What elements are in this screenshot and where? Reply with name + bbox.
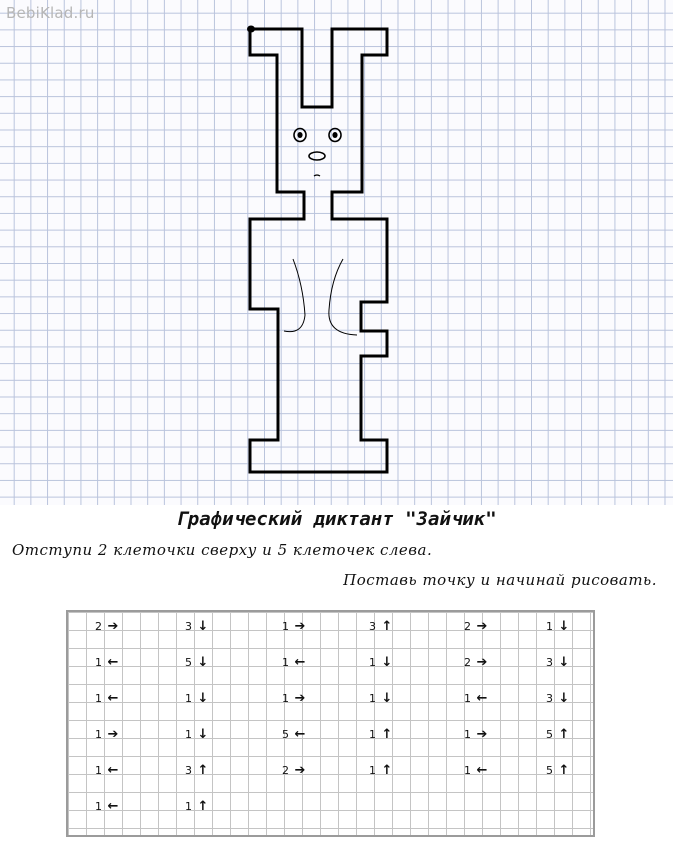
step-count: 3 [546, 691, 553, 705]
arrow-left-icon: ← [294, 726, 306, 742]
dictation-step [535, 761, 595, 779]
dictation-step [174, 761, 234, 779]
arrow-right-icon: ➔ [476, 654, 488, 670]
dictation-step [174, 689, 234, 707]
page-title: Графический диктант "Зайчик" [176, 508, 497, 530]
arrow-left-icon: ← [294, 654, 306, 670]
step-count: 5 [185, 655, 192, 669]
arrow-left-icon: ← [107, 690, 119, 706]
step-count: 1 [369, 691, 376, 705]
right-paw [329, 259, 357, 335]
dictation-step [271, 761, 331, 779]
dictation-step [535, 617, 595, 635]
step-count: 2 [464, 655, 471, 669]
step-count: 1 [185, 799, 192, 813]
dictation-step [453, 653, 513, 671]
dictation-step [358, 761, 418, 779]
dictation-step [174, 617, 234, 635]
dictation-step [84, 761, 144, 779]
step-count: 1 [95, 655, 102, 669]
arrow-up-icon: ↑ [381, 618, 393, 634]
dictation-step [271, 689, 331, 707]
arrow-right-icon: ➔ [476, 726, 488, 742]
arrow-down-icon: ↓ [558, 654, 570, 670]
arrow-up-icon: ↑ [381, 762, 393, 778]
step-count: 3 [185, 763, 192, 777]
step-count: 2 [464, 619, 471, 633]
arrow-down-icon: ↓ [558, 618, 570, 634]
arrow-down-icon: ↓ [558, 690, 570, 706]
arrow-right-icon: ➔ [294, 690, 306, 706]
arrow-down-icon: ↓ [381, 690, 393, 706]
step-count: 1 [464, 763, 471, 777]
arrow-right-icon: ➔ [294, 762, 306, 778]
dictation-step [271, 725, 331, 743]
step-count: 3 [185, 619, 192, 633]
arrow-left-icon: ← [107, 654, 119, 670]
arrow-down-icon: ↓ [197, 690, 209, 706]
arrow-left-icon: ← [476, 762, 488, 778]
watermark: BebiKlad.ru [6, 4, 95, 22]
step-count: 3 [546, 655, 553, 669]
arrow-down-icon: ↓ [197, 726, 209, 742]
step-count: 1 [369, 655, 376, 669]
dictation-step [535, 653, 595, 671]
nose [309, 152, 325, 160]
arrow-down-icon: ↓ [381, 654, 393, 670]
dictation-step [358, 725, 418, 743]
arrow-right-icon: ➔ [107, 726, 119, 742]
dictation-step [535, 689, 595, 707]
arrow-up-icon: ↑ [558, 762, 570, 778]
dictation-step [453, 725, 513, 743]
step-count: 1 [369, 727, 376, 741]
step-count: 1 [95, 763, 102, 777]
dictation-step [358, 653, 418, 671]
dictation-step [453, 617, 513, 635]
step-count: 2 [282, 763, 289, 777]
dictation-step [453, 689, 513, 707]
step-count: 5 [546, 763, 553, 777]
dictation-step [84, 689, 144, 707]
dictation-step [535, 725, 595, 743]
step-count: 1 [464, 691, 471, 705]
dictation-step [84, 617, 144, 635]
dictation-table [66, 610, 595, 837]
mouth [314, 175, 320, 176]
step-count: 5 [282, 727, 289, 741]
dictation-step [174, 653, 234, 671]
dictation-step [453, 761, 513, 779]
arrow-left-icon: ← [107, 762, 119, 778]
step-count: 5 [546, 727, 553, 741]
dictation-step [358, 689, 418, 707]
step-count: 1 [546, 619, 553, 633]
dictation-step [84, 725, 144, 743]
arrow-right-icon: ➔ [294, 618, 306, 634]
step-count: 1 [95, 727, 102, 741]
step-count: 1 [185, 727, 192, 741]
rabbit-outline [250, 29, 387, 472]
arrow-left-icon: ← [107, 798, 119, 814]
arrow-up-icon: ↑ [558, 726, 570, 742]
dictation-step [174, 725, 234, 743]
dictation-step [174, 797, 234, 815]
dictation-step [84, 653, 144, 671]
arrow-up-icon: ↑ [381, 726, 393, 742]
start-dot [247, 26, 255, 33]
step-count: 1 [464, 727, 471, 741]
dictation-step [358, 617, 418, 635]
step-count: 2 [95, 619, 102, 633]
instruction-begin: Поставь точку и начинай рисовать. [343, 571, 657, 589]
arrow-down-icon: ↓ [197, 654, 209, 670]
arrow-up-icon: ↑ [197, 762, 209, 778]
arrow-right-icon: ➔ [476, 618, 488, 634]
left-paw [284, 259, 305, 332]
step-count: 1 [369, 763, 376, 777]
step-count: 1 [185, 691, 192, 705]
step-count: 1 [95, 799, 102, 813]
arrow-down-icon: ↓ [197, 618, 209, 634]
dictation-step [84, 797, 144, 815]
step-count: 3 [369, 619, 376, 633]
arrow-left-icon: ← [476, 690, 488, 706]
step-count: 1 [282, 619, 289, 633]
step-count: 1 [95, 691, 102, 705]
step-count: 1 [282, 655, 289, 669]
dictation-step [271, 653, 331, 671]
instruction-start: Отступи 2 клеточки сверху и 5 клеточек слева. [12, 541, 433, 559]
step-count: 1 [282, 691, 289, 705]
arrow-up-icon: ↑ [197, 798, 209, 814]
arrow-right-icon: ➔ [107, 618, 119, 634]
dictation-step [271, 617, 331, 635]
